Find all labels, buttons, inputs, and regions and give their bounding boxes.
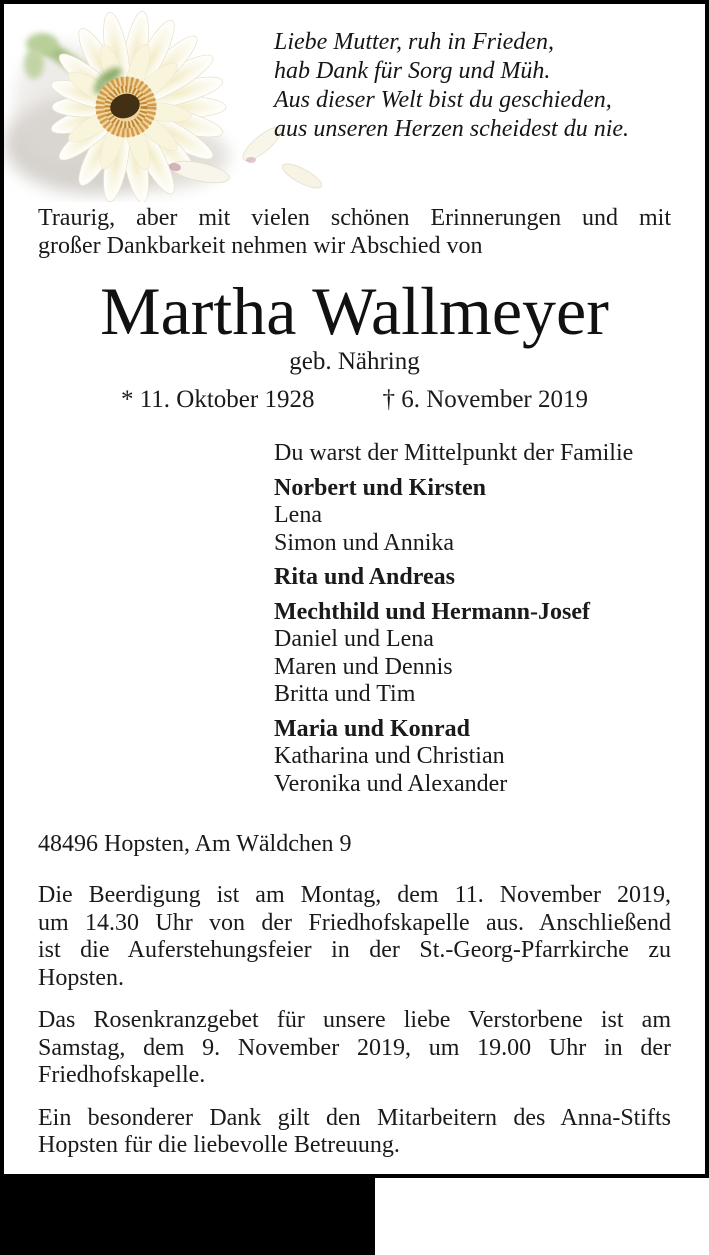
- redaction-block: [0, 1178, 375, 1255]
- address-line: 48496 Hopsten, Am Wäldchen 9: [38, 831, 352, 857]
- poem-line: Aus dieser Welt bist du geschieden,: [274, 87, 612, 113]
- paragraph-line: Hopsten für die liebevolle Betreuung.: [38, 1132, 400, 1158]
- poem-line: aus unseren Herzen scheidest du nie.: [274, 116, 630, 142]
- family-child: Britta und Tim: [274, 681, 416, 707]
- rosary-info-paragraph: [38, 1007, 671, 1090]
- paragraph-line: ist die Auferstehungsfeier in der St.-Georg-Pfarrkirche zu: [38, 937, 671, 963]
- death-date: † 6. November 2019: [382, 386, 589, 413]
- poem-line: Liebe Mutter, ruh in Frieden,: [274, 29, 554, 55]
- header-photo-area: [4, 4, 705, 198]
- family-parents: Norbert und Kirsten: [274, 474, 486, 501]
- funeral-info-paragraph: [38, 882, 671, 992]
- family-child: Veronika und Alexander: [274, 770, 508, 797]
- birth-date: * 11. Oktober 1928: [120, 386, 315, 413]
- life-dates: [4, 386, 705, 414]
- thanks-paragraph: [38, 1105, 671, 1160]
- maiden-name: geb. Nähring: [289, 348, 420, 375]
- poem-line: hab Dank für Sorg und Müh.: [274, 58, 551, 84]
- paragraph-line: um 14.30 Uhr von der Friedhofskapelle aus. Anschließend: [38, 909, 671, 936]
- deceased-name: Martha Wallmeyer: [100, 273, 609, 349]
- family-heading: Du warst der Mittelpunkt der Familie: [274, 440, 634, 466]
- paragraph-line: Friedhofskapelle.: [38, 1062, 206, 1088]
- family-parents: Rita und Andreas: [274, 564, 455, 590]
- family-child: Simon und Annika: [274, 529, 455, 556]
- paragraph-line: Hopsten.: [38, 964, 124, 991]
- family-child: Daniel und Lena: [274, 626, 434, 652]
- intro-text: [38, 204, 671, 260]
- intro-line: großer Dankbarkeit nehmen wir Abschied von: [38, 233, 483, 259]
- family-child: Lena: [274, 502, 322, 528]
- paragraph-line: Das Rosenkranzgebet für unsere liebe Verstorbene ist am: [38, 1007, 671, 1033]
- family-list: [274, 440, 671, 798]
- paragraph-line: Ein besonderer Dank gilt den Mitarbeitern des Anna-Stifts: [38, 1104, 671, 1131]
- paragraph-line: Samstag, dem 9. November 2019, um 19.00 Uhr in der: [38, 1034, 671, 1061]
- family-child: Maren und Dennis: [274, 653, 453, 680]
- memorial-poem: [274, 28, 629, 144]
- intro-line: Traurig, aber mit vielen schönen Erinnerungen und mit: [38, 205, 671, 231]
- family-parents: Maria und Konrad: [274, 715, 471, 742]
- family-parents: Mechthild und Hermann-Josef: [274, 598, 591, 625]
- paragraph-line: Die Beerdigung ist am Montag, dem 11. November 2019,: [38, 882, 671, 908]
- family-child: Katharina und Christian: [274, 743, 505, 769]
